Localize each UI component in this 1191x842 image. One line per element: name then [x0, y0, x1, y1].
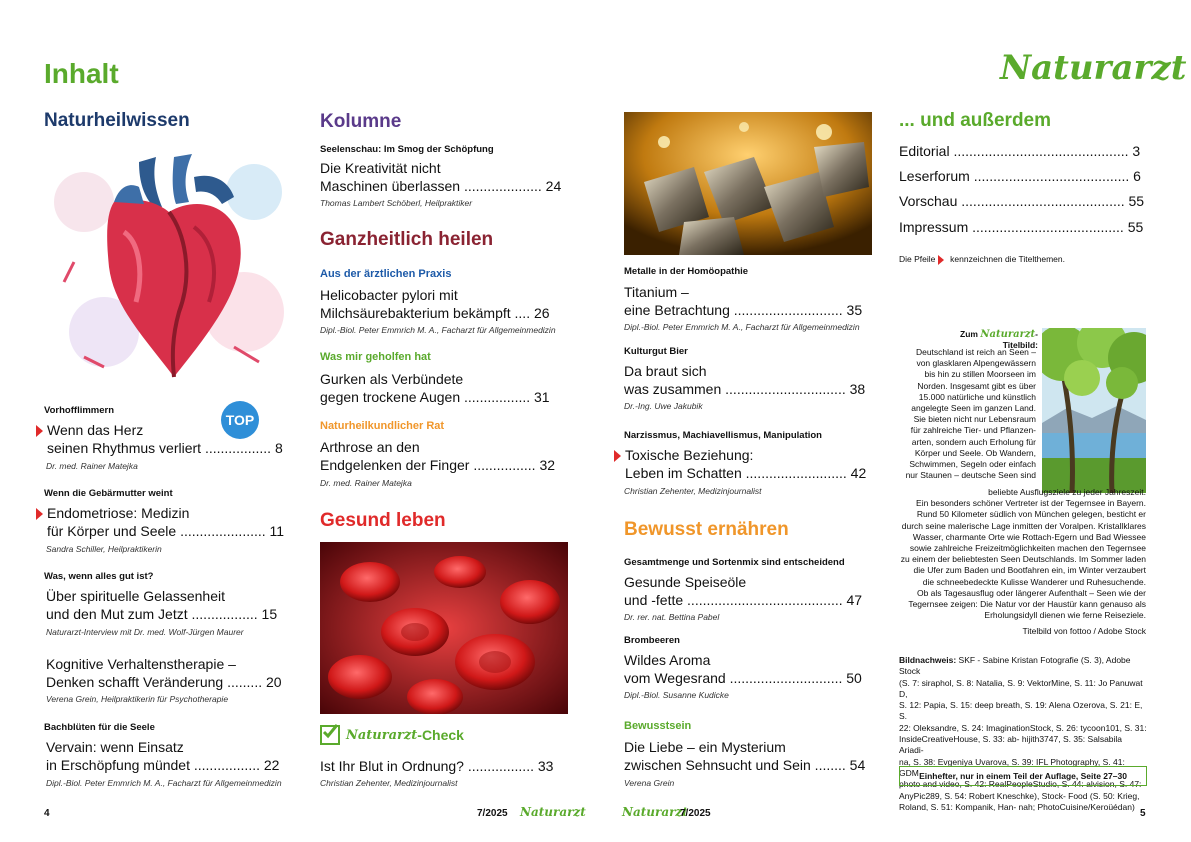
top-badge-label: TOP [225, 412, 255, 428]
link-vorschau[interactable]: Vorschau .......................................... 55 [899, 193, 1145, 209]
item-kicker: Seelenschau: Im Smog der Schöpfung [320, 144, 494, 155]
cover-credit: Titelbild von fottoo / Adobe Stock [1022, 626, 1146, 636]
toc-entry-title[interactable]: Über spirituelle Gelassenheit und den Mut zum Jetzt ................. 15 [46, 588, 278, 622]
item-author: Dipl.-Biol. Susanne Kudicke [624, 690, 729, 700]
cover-caption-text: Deutschland ist reich an Seen – von glasklaren Alpengewässern bis hin zu stillen Moorseen im Norden. Insgesamt gibt es über 15.000 natürliche und künstlich angelegte Seen im ganzen Land. Sie bieten nicht nur Lebensraum für zahlreiche Tier- und Pflanzen- arten, sondern auch Erholung für Körper und Seele. Ob Wandern, Schwimmen, Segeln oder einfach nur Staunen – deutsche Seen sind [905, 347, 1036, 481]
cover-caption-full: beliebte Ausflugsziele zu jeder Jahreszeit. Ein besonders schöner Vertreter ist der Tegernsee in Bayern. Rund 50 Kilometer südlich von München gelegen, besticht er durch seine malerische Lage inmitten der Voralpen. Kristallklares Wasser, charmante Orte wie Rottach-Egern und Bad Wiessee sowie zahlreiche Freizeitmöglichkeiten machen den Tegernsee zu einem der beliebtesten Seen Deutschlands. Im Sommer laden die Ufer zum Baden und Bootfahren ein, im Winter verzaubert die schneebedeckte Kulisse Wanderer und Ruhesuchende. Ob als Tagesausflug oder längerer Aufenthalt – Seen wie der Tegernsee zeigen: Die Natur vor der Haustür kann genauso als Erholungsidyll dienen wie ferne Reiseziele. [900, 487, 1146, 621]
checkbox-check-icon [320, 725, 340, 745]
link-editorial[interactable]: Editorial ............................................. 3 [899, 143, 1141, 159]
toc-entry-title[interactable]: Toxische Beziehung: Leben im Schatten .......................... 42 [614, 446, 876, 482]
item-kicker: Gesamtmenge und Sortenmix sind entscheidend [624, 557, 845, 568]
item-kicker: Aus der ärztlichen Praxis [320, 268, 452, 280]
toc-entry-title[interactable]: Endometriose: Medizin für Körper und Seele ...................... 11 [36, 504, 296, 540]
item-author: Dr. med. Rainer Matejka [46, 461, 138, 471]
toc-entry-title[interactable]: Helicobacter pylori mit Milchsäurebakterium bekämpft .... 26 [320, 287, 550, 321]
section-und-ausserdem: ... und außerdem [899, 110, 1052, 131]
page-heading: Inhalt [44, 58, 119, 89]
item-kicker: Was mir geholfen hat [320, 351, 431, 363]
toc-entry-title[interactable]: Die Kreativität nicht Maschinen überlassen .................... 24 [320, 160, 562, 194]
blood-cells-photo [320, 542, 568, 714]
item-author: Dr.-Ing. Uwe Jakubik [624, 401, 703, 411]
naturarzt-footer-logo-right: Naturarzt [622, 805, 688, 819]
item-author: Dr. med. Rainer Matejka [320, 478, 412, 488]
naturarzt-logo-small: Naturarzt [346, 727, 418, 743]
toc-entry-title[interactable]: Titanium – eine Betrachtung ............................ 35 [624, 284, 863, 318]
item-author: Dr. rer. nat. Bettina Pabel [624, 612, 720, 622]
toc-entry-title[interactable]: Kognitive Verhaltenstherapie – Denken schafft Veränderung ......... 20 [46, 656, 282, 690]
item-author: Dipl.-Biol. Peter Emmrich M. A., Facharzt für Allgemeinmedizin [624, 322, 860, 332]
item-author: Christian Zehenter, Medizinjournalist [624, 486, 762, 496]
item-kicker: Wenn die Gebärmutter weint [44, 488, 173, 499]
issue-number-right: 7/2025 [680, 808, 711, 819]
section-bewusst-ernaehren: Bewusst ernähren [624, 519, 789, 540]
arrow-marker-icon [938, 255, 944, 265]
toc-entry-title[interactable]: Da braut sich was zusammen ............................... 38 [624, 363, 866, 397]
titanium-metal-photo [624, 112, 872, 255]
item-kicker: Narzissmus, Machiavellismus, Manipulation [624, 430, 822, 441]
arrow-marker-icon [36, 425, 43, 437]
cover-caption-heading: Zum Naturarzt-Titelbild: [960, 329, 1038, 350]
toc-entry-title[interactable]: Gesunde Speiseöle und -fette ........................................ 47 [624, 574, 863, 608]
toc-entry-title[interactable]: Ist Ihr Blut in Ordnung? ................. 33 [320, 758, 554, 774]
item-author: Christian Zehenter, Medizinjournalist [320, 778, 458, 788]
section-kolumne: Kolumne [320, 111, 402, 132]
toc-entry-title[interactable]: Vervain: wenn Einsatz in Erschöpfung mündet ................. 22 [46, 739, 280, 773]
tegernsee-photo [1042, 328, 1146, 493]
toc-entry-title[interactable]: Gurken als Verbündete gegen trockene Augen ................. 31 [320, 371, 550, 405]
bildnachweis: Bildnachweis: SKF - Sabine Kristan Fotografie (S. 3), Adobe Stock (S. 7: siraphol, S. 8: Natalia, S. 9: VektorMine, S. 11: Jo Panuwat D, S. 12: Papia, S. 15: deep breath, S. 19: Alena Ozerova, S. 21: E, S. 22: Oleksandre, S. 24: ImaginationStock, S. 26: tycoon101, S. 31: InsideCreativeHouse, S. 33: ab- hijith3747, S. 35: Salsabila Ariadi- na, S. 38: Evgeniya Uvarova, S. 39: IFL Photography, S. 41: GDM photo and video, S. 42: RealPeopleStudio, S. 44: alvision, S. 47: AnyPic289, S. 54: Robert Kneschke), Stock- Food (S. 50: Krieg, Roland, S. 51: Kompanik, Han- nah; PhotoCuisine/Keroüédan) [899, 655, 1147, 812]
section-ganzheitlich-heilen: Ganzheitlich heilen [320, 229, 494, 250]
item-author: Sandra Schiller, Heilpraktikerin [46, 544, 162, 554]
section-naturheilwissen: Naturheilwissen [44, 110, 190, 131]
item-kicker: Naturheilkundlicher Rat [320, 420, 445, 432]
heart-illustration [44, 142, 292, 397]
item-kicker: Was, wenn alles gut ist? [44, 571, 154, 582]
issue-number-left: 7/2025 [477, 808, 508, 819]
toc-entry-title[interactable]: Arthrose an den Endgelenken der Finger ................ 32 [320, 439, 556, 473]
arrow-marker-icon [614, 450, 621, 462]
item-kicker: Bewusstsein [624, 720, 692, 732]
toc-entry-title[interactable]: Wenn das Herz seinen Rhythmus verliert ................. 8 [36, 421, 296, 457]
einhefter-text: Einhefter, nur in einem Teil der Auflage, Seite 27–30 [919, 771, 1127, 781]
item-author: Dipl.-Biol. Peter Emmrich M. A., Facharzt für Allgemeinmedizin [46, 778, 282, 788]
page-number-left: 4 [44, 808, 50, 819]
link-leserforum[interactable]: Leserforum ........................................ 6 [899, 168, 1141, 184]
einhefter-box [899, 766, 1147, 786]
item-author: Verena Grein [624, 778, 675, 788]
item-kicker: Metalle in der Homöopathie [624, 266, 749, 277]
item-author: Thomas Lambert Schöberl, Heilpraktiker [320, 198, 473, 208]
item-kicker: Kulturgut Bier [624, 346, 688, 357]
check-label: -Check [417, 727, 464, 743]
toc-entry-title[interactable]: Wildes Aroma vom Wegesrand ............................. 50 [624, 652, 862, 686]
item-kicker: Bachblüten für die Seele [44, 722, 155, 733]
item-author: Dipl.-Biol. Peter Emmrich M. A., Facharzt für Allgemeinmedizin [320, 325, 556, 335]
page-number-right: 5 [1140, 808, 1146, 819]
item-author: Verena Grein, Heilpraktikerin für Psychotherapie [46, 694, 229, 704]
naturarzt-footer-logo-left: Naturarzt [520, 805, 586, 819]
toc-entry-title[interactable]: Die Liebe – ein Mysterium zwischen Sehnsucht und Sein ........ 54 [624, 739, 866, 773]
section-gesund-leben: Gesund leben [320, 510, 446, 531]
link-impressum[interactable]: Impressum ....................................... 55 [899, 219, 1144, 235]
arrow-marker-icon [36, 508, 43, 520]
naturarzt-logo: Naturarzt [1000, 48, 1187, 88]
arrow-note: Die Pfeile kennzeichnen die Titelthemen. [899, 254, 1065, 264]
item-kicker: Vorhofflimmern [44, 405, 115, 416]
naturarzt-check [320, 725, 464, 745]
item-author: Naturarzt-Interview mit Dr. med. Wolf-Jürgen Maurer [46, 627, 244, 637]
item-kicker: Brombeeren [624, 635, 680, 646]
